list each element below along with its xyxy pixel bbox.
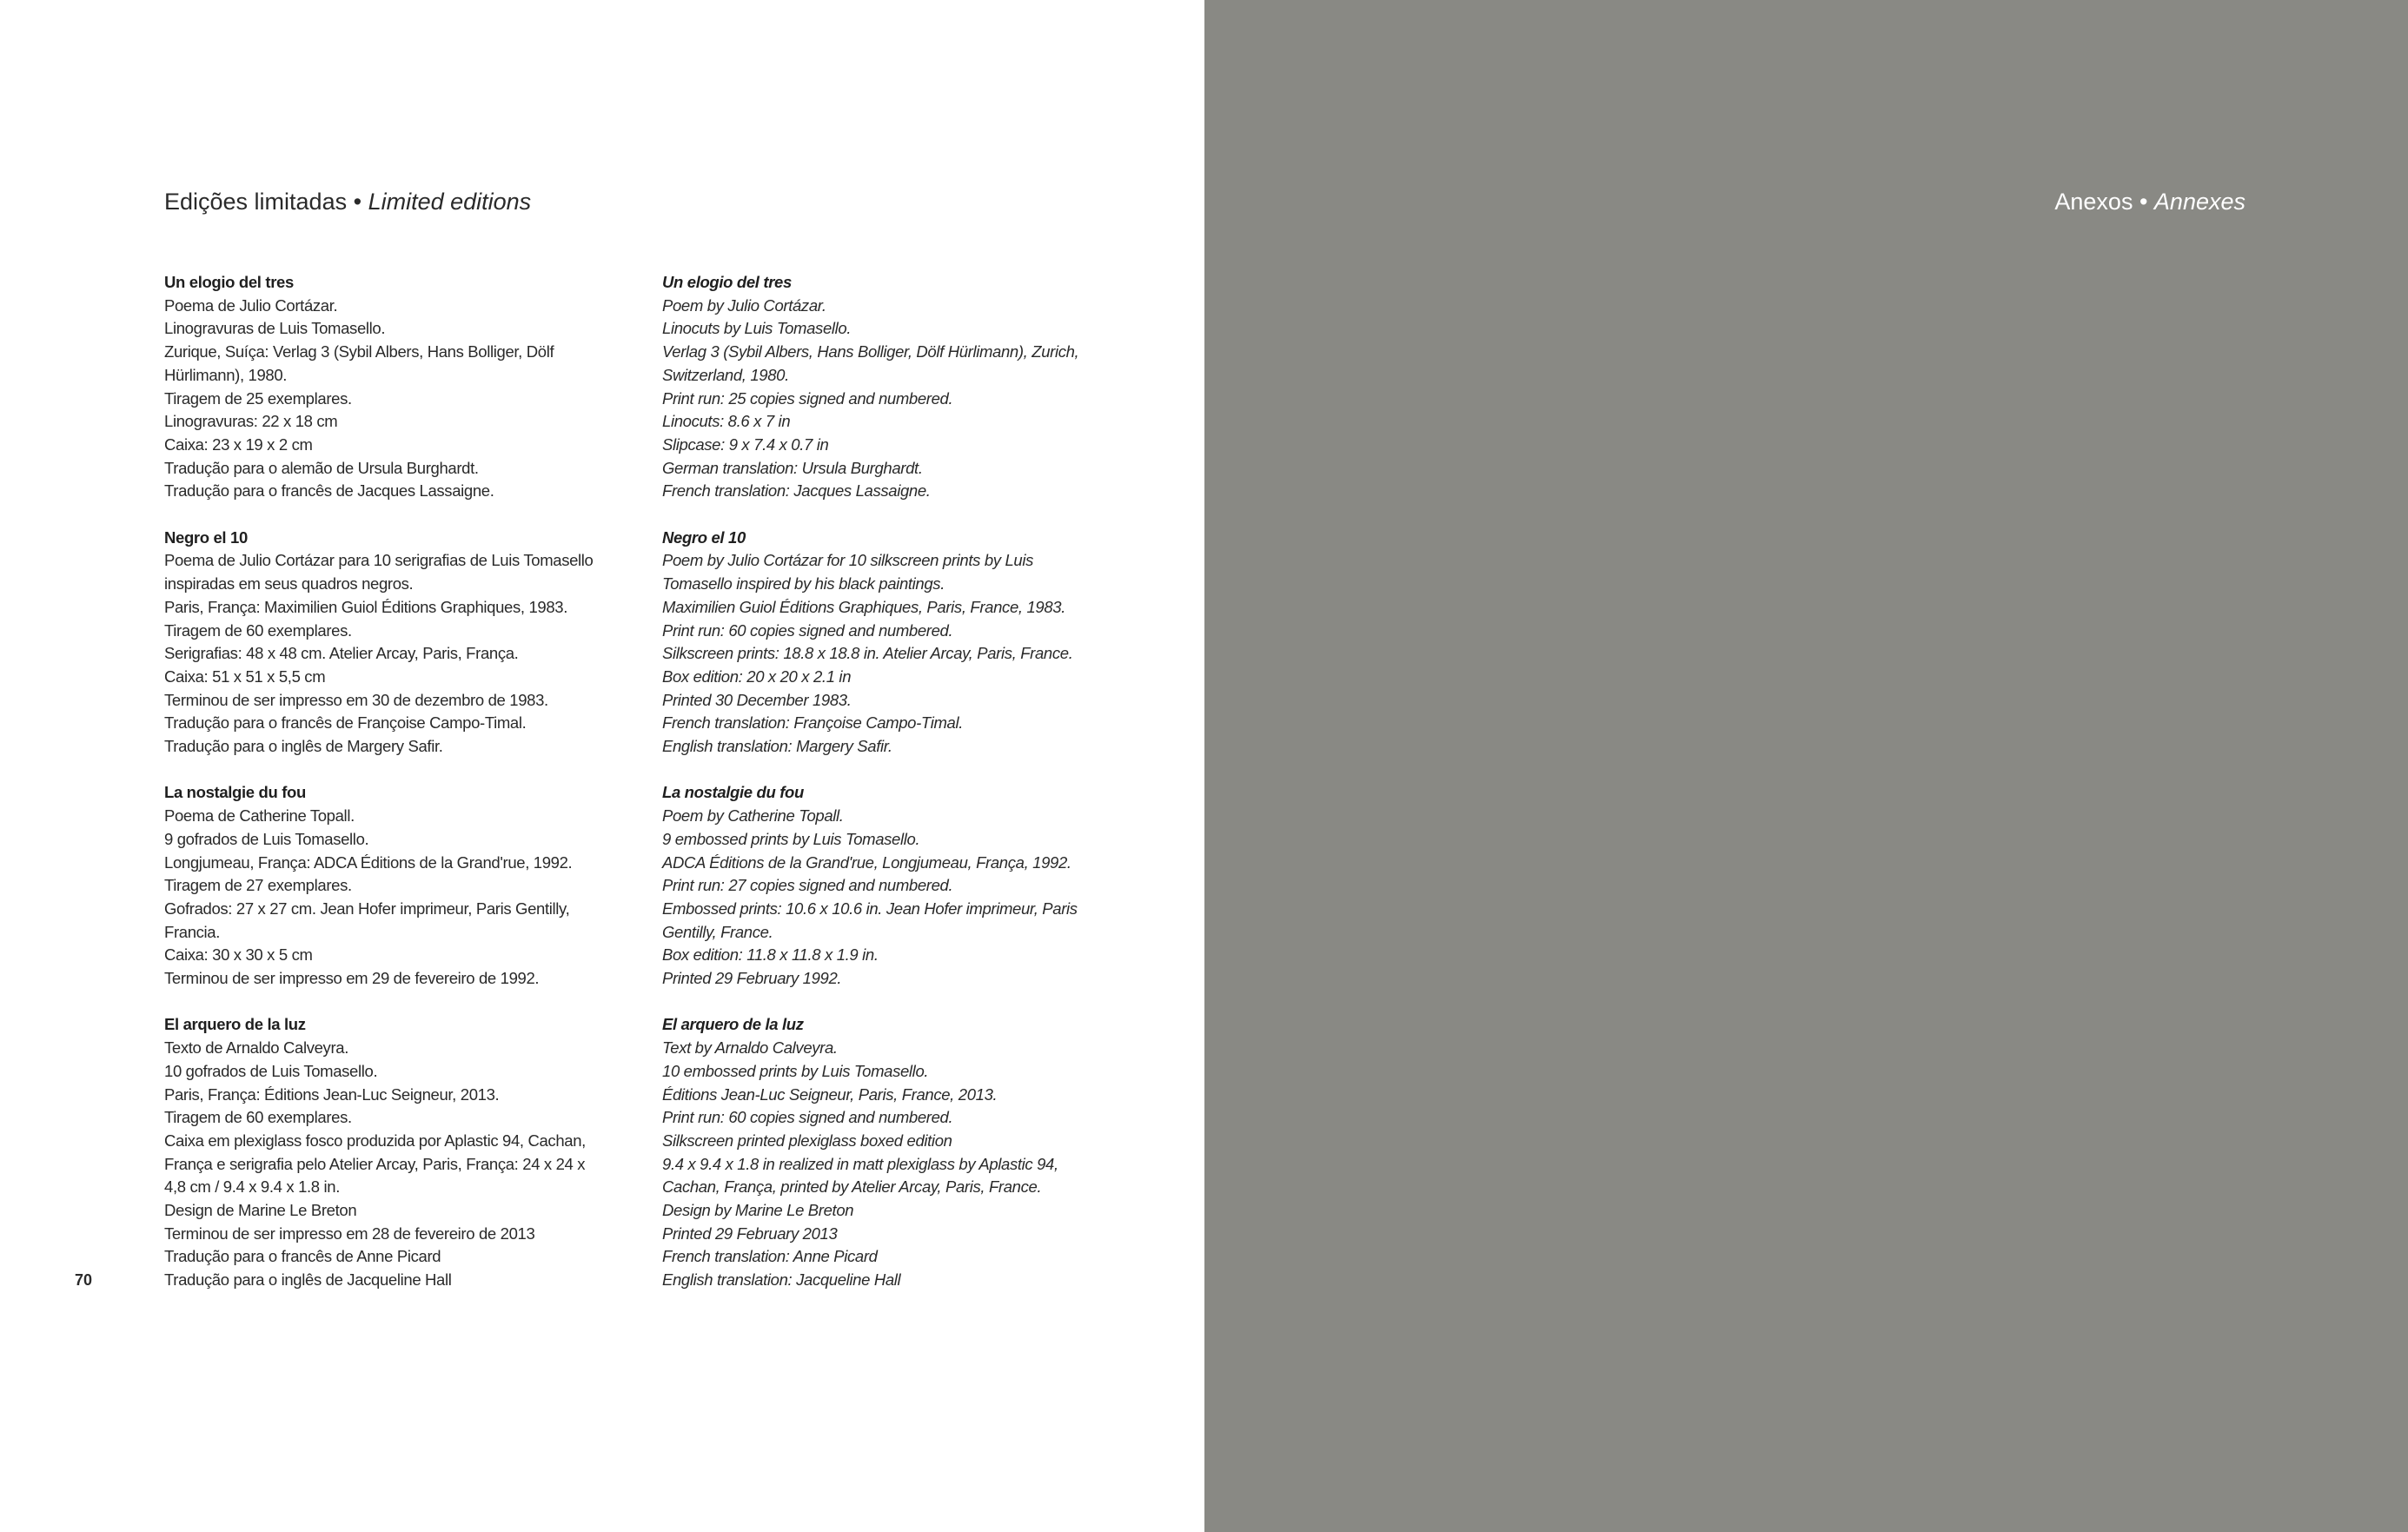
entry-line: inspiradas em seus quadros negros. (164, 574, 414, 594)
entry-title: Negro el 10 (164, 527, 248, 547)
title-portuguese: Edições limitadas (164, 189, 348, 215)
entry-line: Texto de Arnaldo Calveyra. (164, 1038, 348, 1058)
entry-el-arquero-de-la-luz-en (662, 1013, 1097, 1291)
entry-un-elogio-del-tres-pt (164, 271, 651, 503)
entry-line: Tradução para o francês de Jacques Lassaigne. (164, 481, 494, 501)
title-separator: • (2133, 189, 2154, 215)
entry-line: French translation: Françoise Campo-Timal. (662, 713, 964, 733)
entry-line: Longjumeau, França: ADCA Éditions de la Grand'rue, 1992. (164, 852, 573, 872)
page-number: 70 (75, 1271, 93, 1289)
entry-line: Paris, França: Maximilien Guiol Éditions Graphiques, 1983. (164, 597, 568, 616)
entry-el-arquero-de-la-luz-pt (164, 1013, 651, 1291)
entry-line: Tradução para o francês de Françoise Campo-Timal. (164, 713, 527, 733)
entry-line: 9.4 x 9.4 x 1.8 in realized in matt plexiglass by Aplastic 94, (662, 1154, 1058, 1173)
title-separator: • (347, 189, 368, 215)
entry-line: Caixa: 51 x 51 x 5,5 cm (164, 667, 326, 686)
entry-line: Linocuts: 8.6 x 7 in (662, 412, 791, 431)
entry-line: Linocuts by Luis Tomasello. (662, 319, 852, 338)
entry-line: Caixa: 30 x 30 x 5 cm (164, 945, 313, 965)
entry-line: Tiragem de 60 exemplares. (164, 1108, 352, 1127)
entry-line: French translation: Jacques Lassaigne. (662, 481, 931, 501)
entry-la-nostalgie-du-fou-en (662, 781, 1097, 990)
entry-line: Poema de Julio Cortázar para 10 serigrafias de Luis Tomasello (164, 551, 594, 570)
entry-line: Tomasello inspired by his black paintings. (662, 574, 945, 594)
entry-line: Gentilly, France. (662, 922, 773, 941)
entry-line: Zurique, Suíça: Verlag 3 (Sybil Albers, Hans Bolliger, Dölf (164, 342, 554, 361)
right-page (1204, 0, 2408, 1532)
entry-title: Un elogio del tres (164, 273, 294, 291)
entry-line: English translation: Jacqueline Hall (662, 1270, 901, 1290)
entry-line: Silkscreen printed plexiglass boxed edition (662, 1131, 952, 1150)
entry-line: Poem by Catherine Topall. (662, 806, 844, 826)
entry-line: Embossed prints: 10.6 x 10.6 in. Jean Hofer imprimeur, Paris (662, 899, 1078, 918)
entry-title: Negro el 10 (662, 527, 746, 547)
entry-line: Tradução para o inglês de Jacqueline Hall (164, 1270, 452, 1290)
entry-negro-el-10-en (662, 527, 1097, 759)
entry-line: Print run: 60 copies signed and numbered. (662, 620, 953, 640)
entry-line: Tiragem de 27 exemplares. (164, 876, 352, 895)
entry-line: French translation: Anne Picard (662, 1247, 878, 1266)
column-portuguese (164, 271, 651, 1292)
entry-line: Text by Arnaldo Calveyra. (662, 1038, 838, 1058)
entry-line: Tiragem de 25 exemplares. (164, 388, 352, 408)
entry-line: Caixa em plexiglass fosco produzida por Aplastic 94, Cachan, (164, 1131, 586, 1150)
entry-line: Design by Marine Le Breton (662, 1201, 854, 1220)
entry-line: Francia. (164, 922, 221, 941)
entry-line: Serigrafias: 48 x 48 cm. Atelier Arcay, Paris, França. (164, 644, 519, 663)
entry-line: França e serigrafia pelo Atelier Arcay, Paris, França: 24 x 24 x (164, 1154, 586, 1173)
entry-line: Verlag 3 (Sybil Albers, Hans Bolliger, Dölf Hürlimann), Zurich, (662, 342, 1079, 361)
entry-line: Terminou de ser impresso em 29 de fevereiro de 1992. (164, 969, 540, 988)
entry-line: Print run: 25 copies signed and numbered. (662, 388, 953, 408)
entry-title: El arquero de la luz (662, 1015, 804, 1034)
column-english (662, 271, 1097, 1292)
entry-line: English translation: Margery Safir. (662, 737, 892, 756)
entry-line: Tiragem de 60 exemplares. (164, 620, 352, 640)
entry-line: Terminou de ser impresso em 28 de fevereiro de 2013 (164, 1224, 535, 1243)
entry-line: Terminou de ser impresso em 30 de dezembro de 1983. (164, 690, 548, 709)
entry-title: Un elogio del tres (662, 273, 792, 291)
entry-line: Cachan, França, printed by Atelier Arcay, Paris, France. (662, 1177, 1042, 1197)
entry-line: Paris, França: Éditions Jean-Luc Seigneur, 2013. (164, 1084, 500, 1104)
entry-line: Linogravuras de Luis Tomasello. (164, 319, 386, 338)
entry-line: Poem by Julio Cortázar. (662, 295, 826, 315)
entry-line: Éditions Jean-Luc Seigneur, Paris, France, 2013. (662, 1084, 998, 1104)
entry-line: 9 embossed prints by Luis Tomasello. (662, 829, 920, 848)
entry-line: Box edition: 11.8 x 11.8 x 1.9 in. (662, 945, 879, 965)
entry-la-nostalgie-du-fou-pt (164, 781, 651, 990)
entry-line: 10 embossed prints by Luis Tomasello. (662, 1061, 929, 1080)
entry-line: 4,8 cm / 9.4 x 9.4 x 1.8 in. (164, 1177, 341, 1197)
entry-line: Slipcase: 9 x 7.4 x 0.7 in (662, 434, 829, 454)
title-portuguese: Anexos (2054, 189, 2133, 215)
entry-line: Switzerland, 1980. (662, 365, 789, 384)
entry-negro-el-10-pt (164, 527, 651, 759)
entry-line: Linogravuras: 22 x 18 cm (164, 412, 338, 431)
entry-line: Poema de Catherine Topall. (164, 806, 355, 826)
entry-line: 10 gofrados de Luis Tomasello. (164, 1061, 378, 1080)
entry-un-elogio-del-tres-en (662, 271, 1097, 503)
entry-title: La nostalgie du fou (662, 783, 804, 802)
entry-line: Hürlimann), 1980. (164, 365, 288, 384)
entry-line: Tradução para o francês de Anne Picard (164, 1247, 441, 1266)
entry-line: Tradução para o inglês de Margery Safir. (164, 737, 443, 756)
entry-line: Box edition: 20 x 20 x 2.1 in (662, 667, 852, 686)
entry-line: Print run: 60 copies signed and numbered. (662, 1108, 953, 1127)
entry-line: Maximilien Guiol Éditions Graphiques, Paris, France, 1983. (662, 597, 1066, 616)
entry-line: Printed 29 February 2013 (662, 1224, 838, 1243)
entry-title: El arquero de la luz (164, 1015, 306, 1034)
entry-line: Silkscreen prints: 18.8 x 18.8 in. Atelier Arcay, Paris, France. (662, 644, 1073, 663)
entry-line: Printed 29 February 1992. (662, 969, 842, 988)
entry-line: 9 gofrados de Luis Tomasello. (164, 829, 369, 848)
entry-line: German translation: Ursula Burghardt. (662, 458, 923, 477)
entry-line: Design de Marine Le Breton (164, 1201, 357, 1220)
entry-line: Caixa: 23 x 19 x 2 cm (164, 434, 313, 454)
entry-line: Tradução para o alemão de Ursula Burghardt. (164, 458, 479, 477)
entry-line: Poem by Julio Cortázar for 10 silkscreen prints by Luis (662, 551, 1033, 570)
entry-title: La nostalgie du fou (164, 783, 306, 802)
entry-line: Print run: 27 copies signed and numbered. (662, 876, 953, 895)
section-title-annexes (2054, 186, 2245, 217)
entry-line: Poema de Julio Cortázar. (164, 295, 338, 315)
title-english: Annexes (2153, 189, 2245, 215)
entry-line: ADCA Éditions de la Grand'rue, Longjumeau, França, 1992. (662, 852, 1071, 872)
entry-line: Gofrados: 27 x 27 cm. Jean Hofer imprimeur, Paris Gentilly, (164, 899, 570, 918)
entry-line: Printed 30 December 1983. (662, 690, 852, 709)
title-english: Limited editions (368, 189, 532, 215)
section-title-limited-editions (164, 186, 531, 217)
